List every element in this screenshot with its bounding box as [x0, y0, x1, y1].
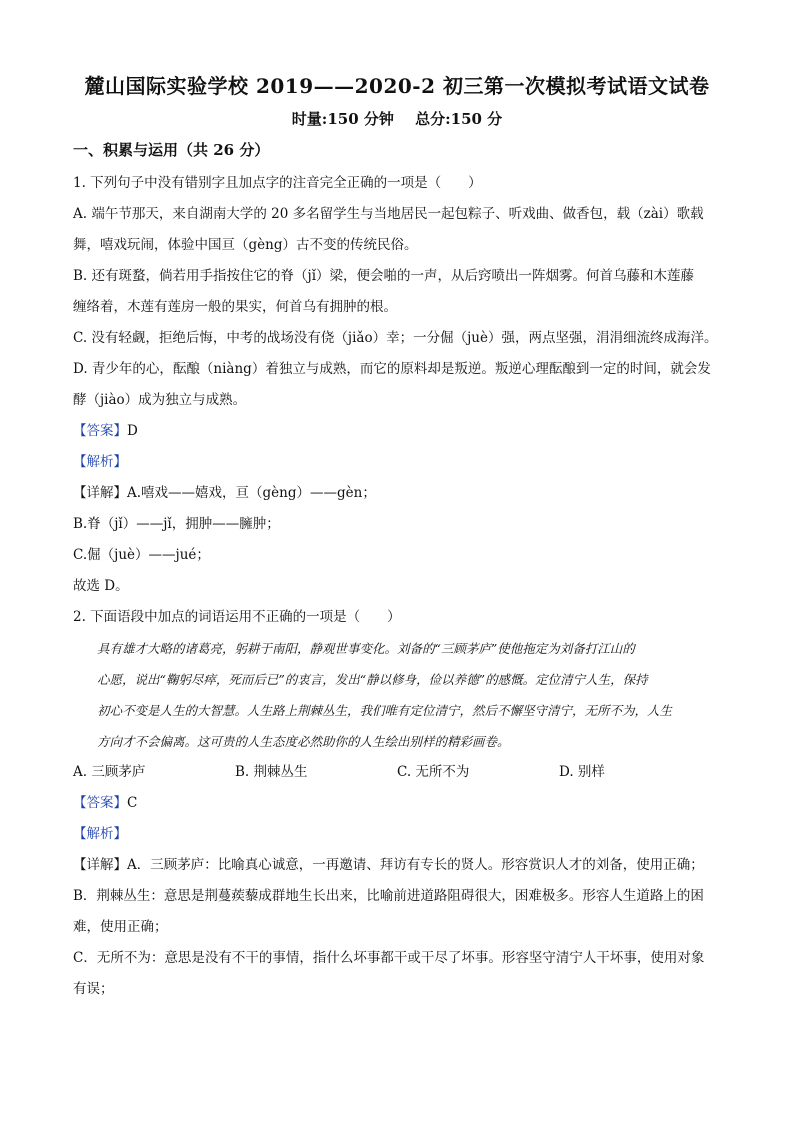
detail-tag: 【详解】 [73, 857, 127, 873]
exam-title: 麓山国际实验学校 2019——2020-2 初三第一次模拟考试语文试卷 [84, 74, 710, 98]
q1-option-b-line1: B. 还有斑蝥，倘若用手指按住它的脊（jǐ）梁，便会啪的一声，从后窍喷出一阵烟雾。何首乌藤和木莲藤 [73, 268, 695, 284]
q1-detail-line1 [73, 478, 725, 509]
q1-detail-line2: B.脊（jǐ）——jǐ，拥肿——臃肿； [73, 516, 280, 532]
detail-text: A.嘻戏——嬉戏，亘（gèng）——gèn； [127, 485, 376, 501]
q2-detail-c-line1: C．无所不为：意思是没有不干的事情，指什么坏事都干或干尽了坏事。形容坚守清宁人干坏事，使用对象 [73, 950, 705, 966]
q2-answer [73, 788, 725, 819]
q1-option-c: C. 没有轻觑，拒绝后悔，中考的战场没有侥（jiǎo）幸；一分倔（juè）强，两点坚强，涓涓细流终成海洋。 [73, 330, 718, 346]
passage-line: 初心不变是人生的大智慧。人生路上荆棘丛生，我们唯有定位清宁，然后不懈坚守清宁，无所不为，人生 [97, 703, 673, 718]
answer-value: D [127, 423, 138, 439]
q1-stem: 1. 下列句子中没有错别字且加点字的注音完全正确的一项是（ ） [73, 175, 482, 191]
q1-detail-line3: C.倔（juè）——jué； [73, 547, 210, 563]
detail-tag: 【详解】 [73, 485, 127, 501]
time-limit: 时量:150 分钟 [291, 110, 394, 128]
q2-option-b: B. 荆棘丛生 [235, 764, 308, 780]
q1-answer [73, 416, 725, 447]
q2-option-c: C. 无所不为 [397, 764, 470, 780]
q1-option-b-line2: 缠络着，木莲有莲房一般的果实，何首乌有拥肿的根。 [73, 299, 397, 315]
q1-option-d-line2: 酵（jiào）成为独立与成熟。 [73, 392, 247, 408]
q2-option-a: A. 三顾茅庐 [73, 764, 146, 780]
total-score: 总分:150 分 [415, 110, 503, 128]
answer-value: C [127, 795, 138, 811]
passage-line: 具有雄才大略的诸葛亮，躬耕于南阳，静观世事变化。刘备的“三顾茅庐”使他拖定为刘备打江山的 [97, 641, 635, 656]
q2-options [73, 757, 725, 788]
exam-subtitle [0, 108, 794, 129]
detail-text: A．三顾茅庐：比喻真心诚意，一再邀请、拜访有专长的贤人。形容赏识人才的刘备，使用正确； [127, 857, 704, 873]
q2-detail-b-line1: B．荆棘丛生：意思是荆蔓蒺藜成群地生长出来，比喻前进道路阻碍很大，困难极多。形容人生道路上的困 [73, 888, 704, 904]
q2-detail-a [73, 850, 725, 881]
section-heading: 一、积累与运用（共 26 分） [73, 141, 270, 159]
q1-option-d-line1: D. 青少年的心，酝酿（niàng）着独立与成熟，而它的原料却是叛逆。叛逆心理酝酿到一定的时间，就会发 [73, 361, 711, 377]
q1-option-a-line1: A. 端午节那天，来自湖南大学的 20 多名留学生与当地居民一起包粽子、听戏曲、做香包，载（zài）歌载 [73, 206, 704, 222]
q2-option-d: D. 别样 [559, 764, 605, 780]
q1-option-a-line2: 舞，嘻戏玩闹，体验中国亘（gèng）古不变的传统民俗。 [73, 237, 418, 253]
q2-stem: 2. 下面语段中加点的词语运用不正确的一项是（ ） [73, 609, 401, 625]
q2-detail-c-line2: 有误； [73, 981, 114, 997]
analysis-tag: 【解析】 [73, 826, 127, 842]
q2-analysis [73, 819, 725, 850]
q1-analysis [73, 447, 725, 478]
passage-line: 方向才不会偏离。这可贵的人生态度必然助你的人生绘出别样的精彩画卷。 [97, 734, 510, 749]
analysis-tag: 【解析】 [73, 454, 127, 470]
passage-line: 心愿，说出“鞠躬尽瘁，死而后已”的衷言，发出“静以修身，俭以养德”的感慨。定位清宁人生，保持 [97, 672, 648, 687]
q1-conclusion: 故选 D。 [73, 578, 129, 594]
questions-content [73, 168, 725, 1005]
answer-tag: 【答案】 [73, 423, 127, 439]
q2-passage [73, 633, 737, 757]
answer-tag: 【答案】 [73, 795, 127, 811]
q2-detail-b-line2: 难，使用正确； [73, 919, 168, 935]
